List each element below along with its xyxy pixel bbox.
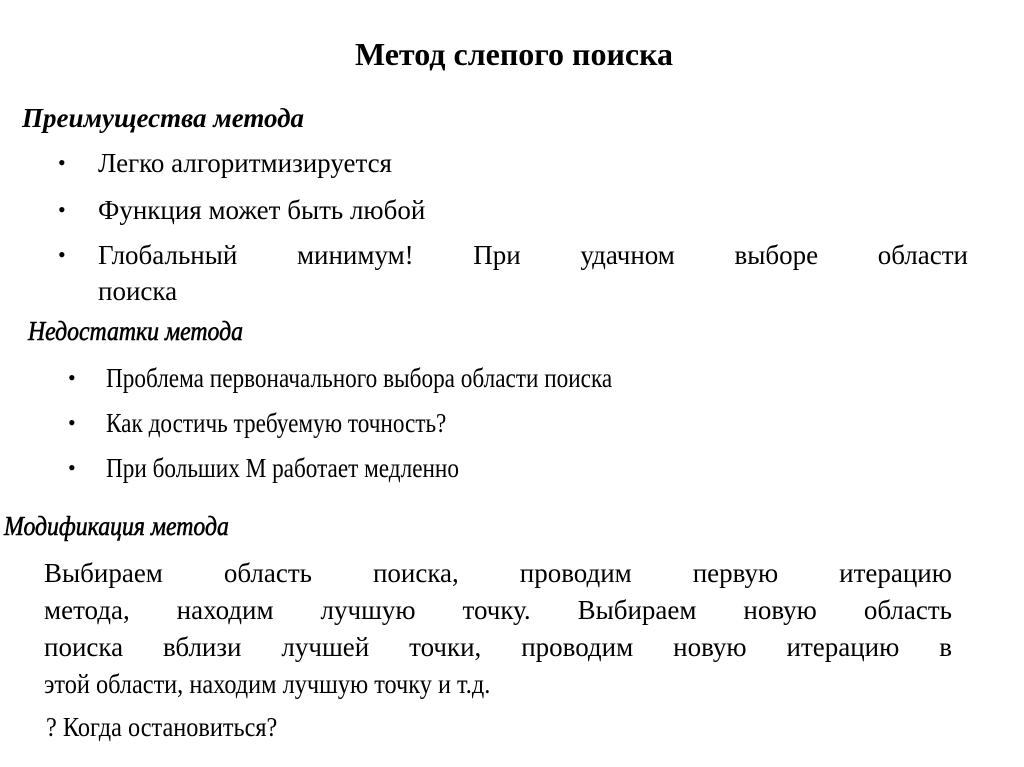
advantage-item-text-line1 bbox=[98, 238, 968, 272]
word: новую bbox=[743, 595, 817, 625]
word: поиска, bbox=[372, 558, 459, 588]
bullet-icon: • bbox=[58, 150, 66, 175]
disadvantage-item bbox=[68, 451, 968, 485]
word: в bbox=[939, 632, 952, 662]
word: итерацию bbox=[839, 558, 952, 588]
word: метода, bbox=[44, 595, 130, 625]
word: лучшей bbox=[281, 632, 370, 662]
word: область bbox=[223, 558, 312, 588]
disadvantage-item bbox=[68, 406, 968, 440]
word: новую bbox=[673, 632, 747, 662]
disadvantage-item-text: Проблема первоначального выбора области поиска bbox=[106, 363, 613, 393]
modification-question: ? Когда остановиться? bbox=[46, 712, 278, 742]
disadvantage-item-text: Как достичь требуемую точность? bbox=[106, 408, 447, 438]
word: первую bbox=[692, 558, 779, 588]
word: удачном bbox=[580, 240, 675, 270]
word: Выбираем bbox=[577, 595, 697, 625]
advantage-item bbox=[58, 146, 978, 180]
bullet-icon: • bbox=[68, 410, 76, 435]
advantage-item bbox=[58, 193, 978, 227]
word: точку. bbox=[462, 595, 531, 625]
bullet-icon: • bbox=[68, 455, 76, 480]
modification-heading: Модификация метода bbox=[4, 511, 229, 541]
word: проводим bbox=[519, 558, 632, 588]
modification-paragraph-line bbox=[44, 593, 952, 627]
advantage-item-text-line2: поиска bbox=[98, 276, 178, 306]
word: Выбираем bbox=[44, 558, 163, 588]
bullet-icon: • bbox=[58, 197, 66, 222]
disadvantage-item-text: При больших M работает медленно bbox=[106, 453, 459, 483]
word: Глобальный bbox=[98, 240, 238, 270]
word: находим bbox=[176, 595, 274, 625]
word: лучшую bbox=[320, 595, 416, 625]
word: вблизи bbox=[163, 632, 242, 662]
word: При bbox=[473, 240, 521, 270]
disadvantage-item bbox=[68, 361, 968, 395]
modification-paragraph-line bbox=[44, 630, 952, 664]
slide-title: Метод слепого поиска bbox=[354, 36, 674, 72]
word: области bbox=[877, 240, 968, 270]
word: минимум! bbox=[296, 240, 414, 270]
word: проводим bbox=[521, 632, 634, 662]
advantage-item-text: Легко алгоритмизируется bbox=[98, 148, 392, 178]
word: выборе bbox=[734, 240, 819, 270]
word: точки, bbox=[409, 632, 482, 662]
modification-paragraph-last-line: этой области, находим лучшую точку и т.д. bbox=[44, 669, 491, 699]
advantage-item-text: Функция может быть любой bbox=[98, 195, 426, 225]
disadvantages-heading: Недостатки метода bbox=[28, 316, 244, 346]
bullet-icon: • bbox=[58, 242, 66, 267]
word: область bbox=[863, 595, 952, 625]
word: поиска bbox=[44, 632, 124, 662]
bullet-icon: • bbox=[68, 365, 76, 390]
advantages-heading: Преимущества метода bbox=[22, 103, 305, 133]
word: итерацию bbox=[786, 632, 900, 662]
modification-paragraph-line bbox=[44, 556, 952, 590]
